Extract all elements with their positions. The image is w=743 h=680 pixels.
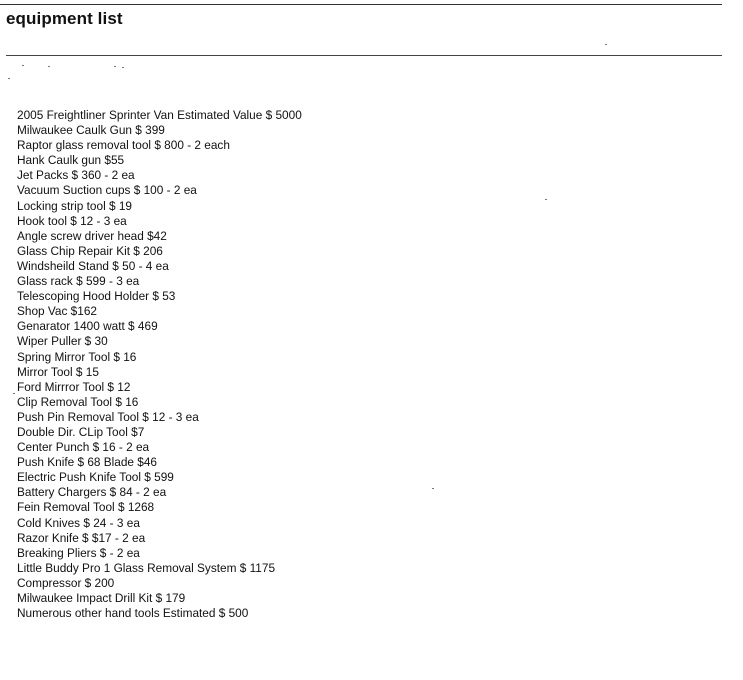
scan-speck <box>48 66 50 67</box>
list-item: Genarator 1400 watt $ 469 <box>17 319 158 334</box>
list-item: Fein Removal Tool $ 1268 <box>17 500 155 515</box>
scan-speck <box>122 67 124 68</box>
list-item: Jet Packs $ 360 - 2 ea <box>17 168 135 183</box>
list-item: Telescoping Hood Holder $ 53 <box>17 289 176 304</box>
list-item: Battery Chargers $ 84 - 2 ea <box>17 485 167 500</box>
scan-speck <box>432 488 434 489</box>
equipment-list <box>17 108 311 621</box>
list-item: Razor Knife $ $17 - 2 ea <box>17 530 146 545</box>
list-item: Hook tool $ 12 - 3 ea <box>17 213 127 228</box>
list-item: Milwaukee Impact Drill Kit $ 179 <box>17 591 186 605</box>
list-item: Center Punch $ 16 - 2 ea <box>17 440 150 455</box>
list-item: Clip Removal Tool $ 16 <box>17 394 139 409</box>
scan-speck <box>605 44 607 45</box>
list-item: Compressor $ 200 <box>17 575 115 590</box>
list-item: Shop Vac $162 <box>17 304 97 319</box>
list-item: Numerous other hand tools Estimated $ 500 <box>17 606 249 621</box>
list-item: Milwaukee Caulk Gun $ 399 <box>17 123 165 138</box>
list-item: Spring Mirror Tool $ 16 <box>17 349 137 364</box>
list-item: Electric Push Knife Tool $ 599 <box>17 470 174 485</box>
list-item: Raptor glass removal tool $ 800 - 2 each <box>17 138 230 153</box>
scan-speck <box>114 66 116 67</box>
list-item: Little Buddy Pro 1 Glass Removal System $ 1175 <box>17 560 276 575</box>
list-item: Ford Mirrror Tool $ 12 <box>17 379 131 394</box>
title-divider <box>6 55 722 56</box>
list-item: Locking strip tool $ 19 <box>17 198 133 213</box>
scan-speck <box>545 199 547 200</box>
list-item: Push Knife $ 68 Blade $46 <box>17 455 157 470</box>
list-item: Mirror Tool $ 15 <box>17 364 99 379</box>
list-item: Glass Chip Repair Kit $ 206 <box>17 243 163 258</box>
list-item: Vacuum Suction cups $ 100 - 2 ea <box>17 183 197 198</box>
scan-speck <box>8 78 10 79</box>
list-item: Breaking Pliers $ - 2 ea <box>17 545 140 560</box>
list-item: Double Dir. CLip Tool $7 <box>17 424 145 439</box>
list-item: Push Pin Removal Tool $ 12 - 3 ea <box>17 409 199 424</box>
list-item: Hank Caulk gun $55 <box>17 153 125 168</box>
top-divider <box>0 4 722 5</box>
list-item: Angle screw driver head $42 <box>17 228 167 243</box>
document-title: equipment list <box>6 9 123 28</box>
list-item: Wiper Puller $ 30 <box>17 334 108 349</box>
list-item: Windsheild Stand $ 50 - 4 ea <box>17 258 169 273</box>
list-item: Glass rack $ 599 - 3 ea <box>17 274 140 289</box>
scan-speck <box>13 393 15 394</box>
list-item: 2005 Freightliner Sprinter Van Estimated Value $ 5000 <box>17 108 302 122</box>
list-item: Cold Knives $ 24 - 3 ea <box>17 515 140 530</box>
scan-speck <box>22 65 24 66</box>
